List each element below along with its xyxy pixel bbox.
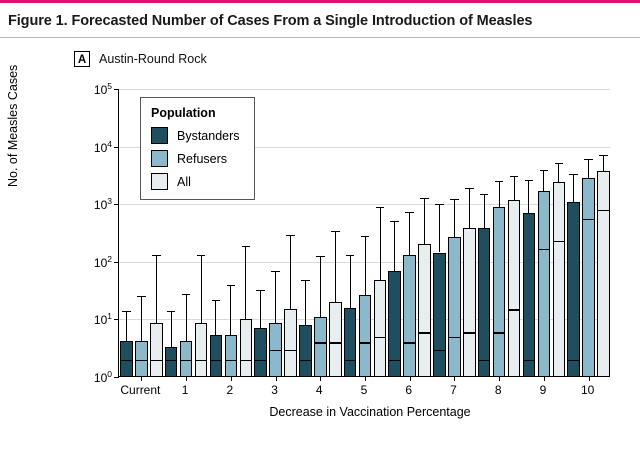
whisker-cap bbox=[405, 212, 414, 213]
x-tick-mark bbox=[365, 376, 366, 381]
median-line bbox=[463, 332, 476, 333]
median-line bbox=[448, 337, 461, 338]
whisker-line bbox=[245, 246, 246, 320]
median-line bbox=[284, 350, 297, 351]
box-plot-box bbox=[329, 302, 342, 377]
y-tick-mark bbox=[114, 89, 119, 90]
median-line bbox=[374, 337, 387, 338]
whisker-cap bbox=[510, 176, 519, 177]
box-plot-box bbox=[478, 228, 491, 377]
median-line bbox=[195, 360, 208, 361]
whisker-line bbox=[350, 255, 351, 307]
x-tick-label: 10 bbox=[580, 383, 595, 397]
whisker-line bbox=[201, 255, 202, 323]
median-line bbox=[523, 360, 536, 361]
box-plot-box bbox=[195, 323, 208, 377]
x-tick-mark bbox=[454, 376, 455, 381]
legend-item-bystanders bbox=[151, 127, 240, 144]
legend bbox=[140, 97, 255, 200]
median-line bbox=[344, 360, 357, 361]
median-line bbox=[582, 219, 595, 220]
whisker-line bbox=[394, 221, 395, 271]
whisker-cap bbox=[390, 221, 399, 222]
whisker-cap bbox=[465, 188, 474, 189]
x-tick-mark bbox=[544, 376, 545, 381]
whisker-cap bbox=[167, 311, 176, 312]
whisker-cap bbox=[271, 271, 280, 272]
x-axis-label: Decrease in Vaccination Percentage bbox=[269, 405, 471, 419]
whisker-line bbox=[514, 176, 515, 200]
whisker-line bbox=[380, 207, 381, 280]
gridline bbox=[119, 89, 610, 90]
box-plot-box bbox=[448, 237, 461, 377]
whisker-line bbox=[186, 294, 187, 341]
median-line bbox=[269, 350, 282, 351]
box-plot-box bbox=[493, 207, 506, 377]
y-tick-label: $10^1$ bbox=[93, 311, 112, 328]
x-tick-label: 3 bbox=[271, 383, 278, 397]
box-plot-box bbox=[538, 191, 551, 377]
whisker-line bbox=[573, 174, 574, 201]
whisker-line bbox=[156, 255, 157, 323]
median-line bbox=[135, 360, 148, 361]
median-line bbox=[150, 360, 163, 361]
x-tick-mark bbox=[276, 376, 277, 381]
box-plot-box bbox=[299, 325, 312, 377]
whisker-line bbox=[454, 199, 455, 237]
x-tick-mark bbox=[186, 376, 187, 381]
whisker-cap bbox=[197, 255, 206, 256]
panel-letter-badge: A bbox=[74, 51, 90, 67]
box-plot-box bbox=[463, 228, 476, 377]
x-tick-label: 4 bbox=[315, 383, 323, 397]
whisker-line bbox=[215, 300, 216, 336]
legend-title: Population bbox=[151, 106, 216, 120]
x-tick-label: 1 bbox=[181, 383, 189, 397]
whisker-line bbox=[126, 311, 127, 341]
box-plot-box bbox=[523, 213, 536, 377]
y-tick-label: $10^0$ bbox=[93, 369, 112, 385]
median-line bbox=[165, 360, 178, 361]
whisker-line bbox=[543, 170, 544, 191]
x-tick-mark bbox=[410, 376, 411, 381]
median-line bbox=[210, 360, 223, 361]
whisker-line bbox=[141, 296, 142, 341]
whisker-line bbox=[171, 311, 172, 347]
legend-label-refusers: Refusers bbox=[177, 151, 228, 166]
whisker-cap bbox=[256, 290, 265, 291]
whisker-line bbox=[469, 188, 470, 228]
whisker-cap bbox=[182, 294, 191, 295]
median-line bbox=[597, 210, 610, 211]
whisker-cap bbox=[495, 181, 504, 182]
x-tick-label: 6 bbox=[405, 383, 413, 397]
x-tick-label: Current bbox=[120, 383, 161, 397]
median-line bbox=[493, 332, 506, 333]
whisker-line bbox=[335, 231, 336, 302]
median-line bbox=[225, 360, 238, 361]
legend-swatch-bystanders bbox=[151, 127, 168, 144]
median-line bbox=[254, 360, 267, 361]
legend-label-all: All bbox=[177, 174, 191, 189]
median-line bbox=[403, 342, 416, 343]
whisker-cap bbox=[212, 300, 221, 301]
legend-label-bystanders: Bystanders bbox=[177, 128, 240, 143]
median-line bbox=[433, 350, 446, 351]
whisker-cap bbox=[525, 180, 534, 181]
box-plot-box bbox=[553, 182, 566, 377]
whisker-cap bbox=[555, 163, 564, 164]
whisker-cap bbox=[346, 255, 355, 256]
whisker-cap bbox=[227, 285, 236, 286]
x-tick-mark bbox=[499, 376, 500, 381]
legend-item-refusers bbox=[151, 150, 240, 167]
median-line bbox=[388, 360, 401, 361]
box-plot-box bbox=[582, 178, 595, 377]
x-tick-label: 2 bbox=[226, 383, 234, 397]
box-plot-box bbox=[567, 202, 580, 377]
x-tick-label: 8 bbox=[494, 383, 502, 397]
whisker-cap bbox=[361, 236, 370, 237]
whisker-line bbox=[409, 212, 410, 255]
box-plot-box bbox=[210, 335, 223, 377]
box-plot-box bbox=[359, 295, 372, 377]
median-line bbox=[299, 360, 312, 361]
median-line bbox=[329, 342, 342, 343]
whisker-cap bbox=[420, 198, 429, 199]
whisker-line bbox=[260, 290, 261, 328]
median-line bbox=[478, 360, 491, 361]
x-tick-mark bbox=[589, 376, 590, 381]
median-line bbox=[567, 360, 580, 361]
whisker-cap bbox=[569, 174, 578, 175]
box-plot-box bbox=[314, 317, 327, 377]
box-plot-box bbox=[284, 309, 297, 377]
whisker-line bbox=[484, 194, 485, 228]
whisker-cap bbox=[599, 155, 608, 156]
box-plot-box bbox=[344, 308, 357, 377]
whisker-cap bbox=[152, 255, 161, 256]
whisker-cap bbox=[122, 311, 131, 312]
x-tick-label: 5 bbox=[360, 383, 368, 397]
y-tick-mark bbox=[114, 262, 119, 263]
median-line bbox=[180, 360, 193, 361]
whisker-cap bbox=[316, 256, 325, 257]
whisker-line bbox=[320, 256, 321, 317]
y-tick-label: $10^2$ bbox=[93, 253, 112, 270]
y-tick-mark bbox=[114, 377, 119, 378]
box-plot-box bbox=[240, 319, 253, 377]
whisker-line bbox=[439, 204, 440, 252]
box-plot-box bbox=[165, 347, 178, 377]
whisker-cap bbox=[376, 207, 385, 208]
whisker-line bbox=[424, 198, 425, 245]
whisker-line bbox=[528, 180, 529, 213]
median-line bbox=[538, 249, 551, 250]
legend-swatch-all bbox=[151, 173, 168, 190]
whisker-line bbox=[588, 159, 589, 178]
median-line bbox=[508, 309, 521, 310]
whisker-cap bbox=[435, 204, 444, 205]
x-tick-label: 7 bbox=[450, 383, 457, 397]
whisker-cap bbox=[450, 199, 459, 200]
legend-swatch-refusers bbox=[151, 150, 168, 167]
y-axis-label: No. of Measles Cases bbox=[6, 64, 20, 187]
median-line bbox=[240, 360, 253, 361]
x-tick-mark bbox=[231, 376, 232, 381]
panel-header bbox=[0, 38, 640, 67]
whisker-cap bbox=[480, 194, 489, 195]
whisker-line bbox=[305, 280, 306, 325]
whisker-cap bbox=[331, 231, 340, 232]
whisker-cap bbox=[584, 159, 593, 160]
box-plot-box bbox=[508, 200, 521, 377]
median-line bbox=[359, 342, 372, 343]
box-plot-box bbox=[374, 280, 387, 377]
whisker-line bbox=[365, 236, 366, 295]
y-tick-label: $10^4$ bbox=[93, 138, 112, 155]
gridline bbox=[119, 204, 610, 205]
x-tick-mark bbox=[141, 376, 142, 381]
median-line bbox=[418, 332, 431, 333]
y-tick-mark bbox=[114, 319, 119, 320]
figure-title: Figure 1. Forecasted Number of Cases From a Single Introduction of Measles bbox=[8, 13, 533, 29]
median-line bbox=[553, 241, 566, 242]
y-tick-label: $10^5$ bbox=[93, 81, 112, 97]
whisker-line bbox=[290, 235, 291, 309]
box-plot-box bbox=[150, 323, 163, 377]
box-plot-box bbox=[597, 171, 610, 377]
box-plot-box bbox=[403, 255, 416, 377]
x-tick-mark bbox=[320, 376, 321, 381]
median-line bbox=[314, 342, 327, 343]
whisker-cap bbox=[137, 296, 146, 297]
y-tick-mark bbox=[114, 204, 119, 205]
whisker-line bbox=[603, 155, 604, 171]
x-tick-label: 9 bbox=[539, 383, 547, 397]
whisker-line bbox=[499, 181, 500, 207]
y-tick-mark bbox=[114, 147, 119, 148]
y-tick-label: $10^3$ bbox=[93, 196, 112, 213]
chart-container bbox=[0, 64, 640, 427]
box-plot-box bbox=[418, 244, 431, 377]
median-line bbox=[120, 360, 133, 361]
whisker-cap bbox=[242, 246, 251, 247]
box-plot-box bbox=[225, 335, 238, 377]
panel-label: Austin-Round Rock bbox=[99, 52, 207, 66]
whisker-line bbox=[230, 285, 231, 336]
box-plot-box bbox=[254, 328, 267, 377]
legend-item-all bbox=[151, 173, 240, 190]
whisker-cap bbox=[301, 280, 310, 281]
box-plot-box bbox=[433, 253, 446, 377]
whisker-cap bbox=[540, 170, 549, 171]
whisker-line bbox=[275, 271, 276, 324]
whisker-cap bbox=[286, 235, 295, 236]
whisker-line bbox=[558, 163, 559, 182]
